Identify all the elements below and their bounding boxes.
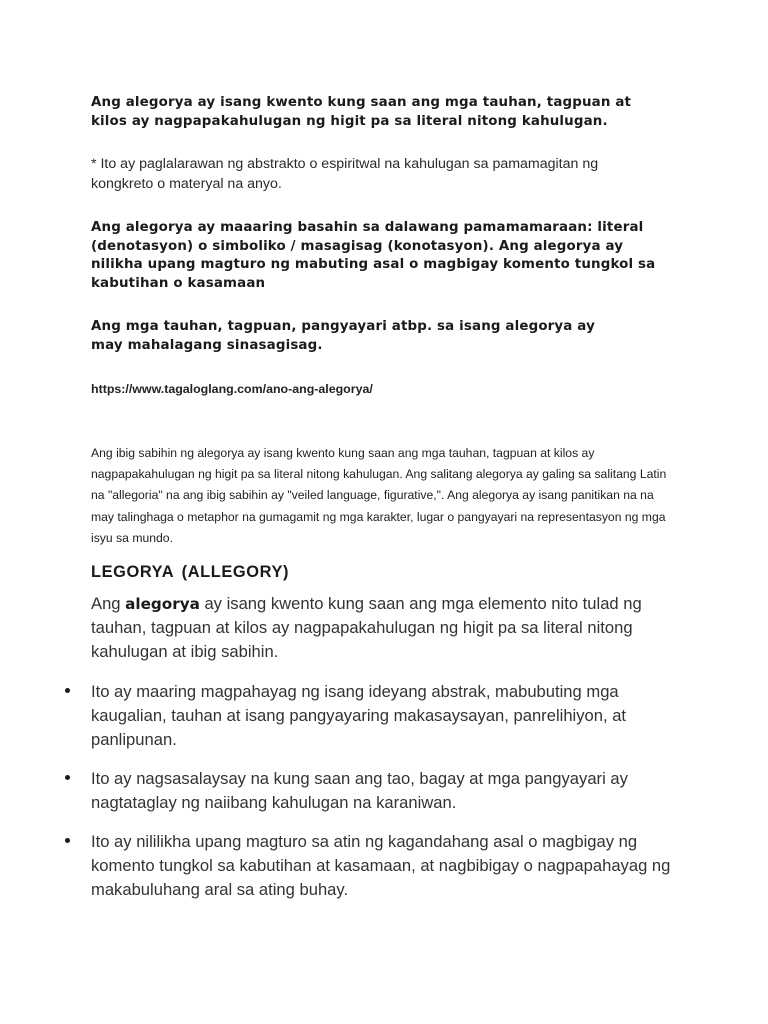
symbolism-paragraph: Ang mga tauhan, tagpuan, pangyayari atbp. sa isang alegorya ay may mahalagang sinasagisag. xyxy=(91,319,595,353)
intro-keyword: alegorya xyxy=(125,595,200,613)
list-item xyxy=(91,830,676,902)
intro-rest: ay isang kwento kung saan ang mga elemento nito tulad ng tauhan, tagpuan at kilos ay nagpapakahulugan ng higit pa sa literal nitong kahulugan at ibig sabihin. xyxy=(91,594,642,661)
source-link[interactable]: https://www.tagaloglang.com/ano-ang-alegorya/ xyxy=(91,382,373,396)
bullet-icon xyxy=(65,688,70,693)
list-item-text: Ito ay nagsasalaysay na kung saan ang tao, bagay at mga pangyayari ay nagtataglay ng naiibang kahulugan na karaniwan. xyxy=(91,769,628,812)
note-paragraph: * Ito ay paglalarawan ng abstrakto o espiritwal na kahulugan sa pamamagitan ng kongkreto o materyal na anyo. xyxy=(91,156,599,192)
definition-paragraph: Ang alegorya ay isang kwento kung saan ang mga tauhan, tagpuan at kilos ay nagpapakahulugan ng higit pa sa literal nitong kahulugan. xyxy=(91,95,632,129)
section-heading: LEGORYA (ALLEGORY) xyxy=(91,563,290,581)
meaning-paragraph: Ang ibig sabihin ng alegorya ay isang kwento kung saan ang mga tauhan, tagpuan at kilos ay nagpapakahulugan ng higit pa sa literal nitong kahulugan. Ang salitang alegorya ay galing sa salitang Latin na "allegoria" na ang ibig sabihin ay "veiled language, figurative,". Ang alegorya ay isang panitikan na na may talinghaga o metaphor na gumagamit ng mga karakter, lugar o pangyayari na representasyon ng mga isyu sa mundo. xyxy=(91,446,667,545)
reading-methods-paragraph: Ang alegorya ay maaaring basahin sa dalawang pamamamaraan: literal (denotasyon) o simboliko / masagisag (konotasyon). Ang alegorya ay nilikha upang magturo ng mabuting asal o magbigay komento tungkol sa kabutihan o kasamaan xyxy=(91,220,656,291)
bullet-icon xyxy=(65,775,70,780)
list-item-text: Ito ay maaring magpahayag ng isang ideyang abstrak, mabubuting mga kaugalian, tauhan at isang pangyayaring makasaysayan, panrelihiyon, at panlipunan. xyxy=(91,682,627,749)
section-intro xyxy=(91,592,661,664)
intro-prefix: Ang xyxy=(91,594,126,613)
list-item-text: Ito ay nililikha upang magturo sa atin ng kagandahang asal o magbigay ng komento tungkol sa kabutihan at kasamaan, at nagbibigay o nagpapahayag ng makabuluhang aral sa ating buhay. xyxy=(91,832,671,899)
bullet-icon xyxy=(65,838,70,843)
list-item xyxy=(91,767,676,815)
list-item xyxy=(91,680,676,752)
